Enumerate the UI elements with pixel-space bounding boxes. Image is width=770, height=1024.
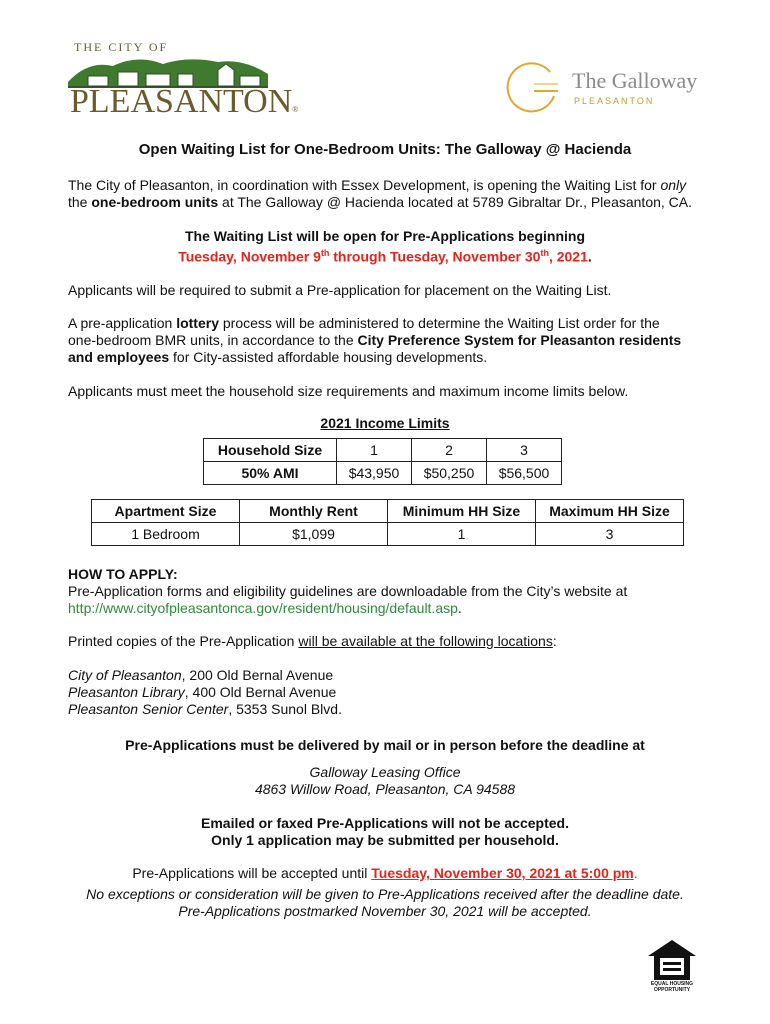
- list-item: City of Pleasanton, 200 Old Bernal Avenue: [68, 667, 334, 683]
- table-cell: $43,950: [337, 462, 412, 485]
- table-header: Minimum HH Size: [388, 500, 536, 523]
- table-cell: 3: [487, 439, 562, 462]
- open-notice: The Waiting List will be open for Pre-Applications beginning Tuesday, November 9th through Tuesday, November 30th, 2021.: [178, 228, 592, 265]
- eho-line2: OPPORTUNITY: [653, 987, 691, 993]
- table-row: [204, 439, 562, 462]
- table-row: [204, 462, 562, 485]
- requirements-paragraph: Applicants must meet the household size requirements and maximum income limits below.: [68, 383, 629, 399]
- table-header: Maximum HH Size: [536, 500, 684, 523]
- table-cell: $1,099: [240, 523, 388, 546]
- galloway-g-icon: [504, 58, 564, 118]
- list-item: Pleasanton Senior Center, 5353 Sunol Blvd.: [68, 701, 342, 717]
- logo-city-main: PLEASANTON®: [70, 83, 299, 120]
- table-cell: 1: [337, 439, 412, 462]
- table-cell: $56,500: [487, 462, 562, 485]
- lottery-paragraph: A pre-application lottery process will be administered to determine the Waiting List order for the one-bedroom BMR units, in accordance to the City Preference System for Pleasanton residents and employees for City-assisted affordable housing developments.: [68, 315, 682, 365]
- page-title: Open Waiting List for One-Bedroom Units: The Galloway @ Hacienda: [138, 141, 632, 158]
- table-row: [92, 523, 684, 546]
- income-table-caption: 2021 Income Limits: [320, 415, 450, 431]
- table-cell: 1: [388, 523, 536, 546]
- table-header: Apartment Size: [92, 500, 240, 523]
- household-size-header: Household Size: [204, 439, 337, 462]
- list-item: Pleasanton Library, 400 Old Bernal Avenue: [68, 684, 337, 700]
- galloway-logo: [504, 58, 714, 118]
- eho-line1: EQUAL HOUSING: [650, 981, 694, 987]
- equal-housing-logo: [646, 938, 698, 994]
- income-limits-table: [203, 438, 562, 485]
- delivery-address: Galloway Leasing Office 4863 Willow Road, Pleasanton, CA 94588: [254, 764, 516, 797]
- locations-list: [68, 667, 708, 718]
- table-cell: $50,250: [412, 462, 487, 485]
- submission-rules: Emailed or faxed Pre-Applications will not be accepted. Only 1 application may be submitted per household.: [201, 815, 569, 848]
- galloway-name: The Galloway: [572, 68, 698, 93]
- ami-row-header: 50% AMI: [204, 462, 337, 485]
- city-of-pleasanton-logo: [68, 40, 299, 122]
- table-row: [92, 500, 684, 523]
- how-to-apply-heading: HOW TO APPLY:: [68, 566, 178, 582]
- equal-housing-icon: [646, 938, 698, 982]
- galloway-sub: PLEASANTON: [574, 96, 655, 106]
- housing-website-link[interactable]: http://www.cityofpleasantonca.gov/resident/housing/default.asp: [68, 600, 458, 616]
- table-cell: 1 Bedroom: [92, 523, 240, 546]
- table-cell: 3: [536, 523, 684, 546]
- table-header: Monthly Rent: [240, 500, 388, 523]
- preapp-paragraph: Applicants will be required to submit a Pre-application for placement on the Waiting List.: [68, 282, 612, 298]
- deadline-line: Pre-Applications will be accepted until Tuesday, November 30, 2021 at 5:00 pm.: [132, 865, 638, 881]
- deadline-notes: No exceptions or consideration will be given to Pre-Applications received after the deadline date. Pre-Applications postmarked November 30, 2021 will be accepted.: [86, 886, 684, 919]
- unit-table: [91, 499, 684, 546]
- printed-copies-paragraph: Printed copies of the Pre-Application will be available at the following locations:: [68, 633, 557, 649]
- logo-city-top: THE CITY OF: [74, 40, 169, 54]
- how-to-apply: HOW TO APPLY: Pre-Application forms and eligibility guidelines are downloadable from the City’s website at http://www.cityofpleasantonca.gov/resident/housing/default.asp.: [68, 566, 628, 616]
- delivery-heading: Pre-Applications must be delivered by mail or in person before the deadline at: [125, 737, 645, 753]
- intro-paragraph: The City of Pleasanton, in coordination with Essex Development, is opening the Waiting List for only the one-bedroom units at The Galloway @ Hacienda located at 5789 Gibraltar Dr., Pleasanton, CA.: [68, 177, 693, 210]
- table-cell: 2: [412, 439, 487, 462]
